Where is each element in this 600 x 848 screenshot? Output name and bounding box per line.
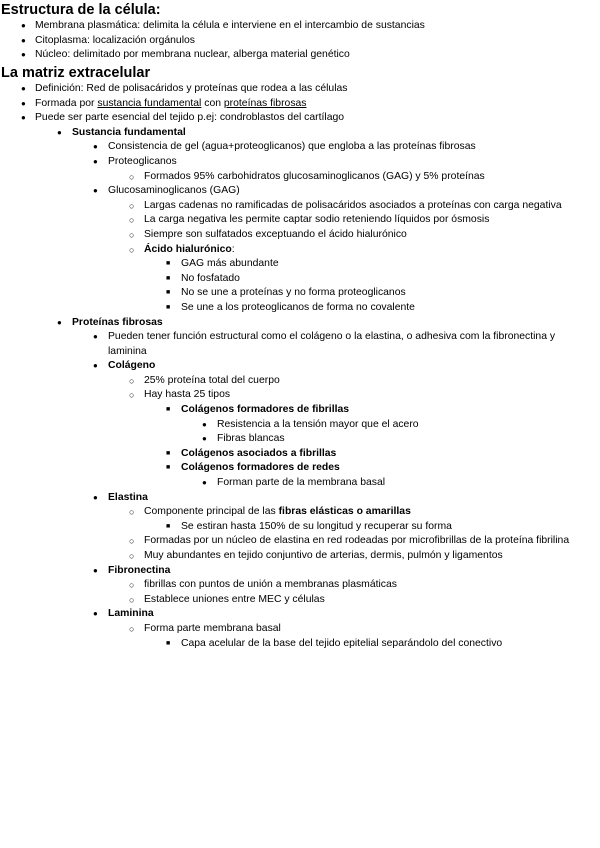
- list-item: ○ Formados 95% carbohidratos glucosaminoglicanos (GAG) y 5% proteínas: [144, 170, 600, 185]
- matrix-section: [0, 64, 600, 651]
- pf-list: [0, 316, 600, 331]
- proteo-sublist: [0, 170, 600, 185]
- list-item: ● Puede ser parte esencial del tejido p.ej: condroblastos del cartílago: [35, 111, 600, 126]
- list-item: [181, 461, 600, 476]
- list-item: ■ Se estiran hasta 150% de su longitud y recuperar su forma: [181, 520, 600, 535]
- link-proteinas-fibrosas[interactable]: proteínas fibrosas: [223, 97, 307, 109]
- list-item: [181, 403, 600, 418]
- laminin-list: [0, 607, 600, 622]
- matrix-list: [0, 82, 600, 126]
- list-item: [35, 97, 600, 112]
- fibril-title: Colágenos formadores de fibrillas: [181, 404, 350, 416]
- text-fragment: :: [231, 243, 235, 255]
- list-item: ○ 25% proteína total del cuerpo: [144, 374, 600, 389]
- laminin-heading: [108, 607, 600, 622]
- cell-structure-section: [0, 1, 600, 63]
- elastin-list: [0, 491, 600, 506]
- sf-title: Sustancia fundamental: [72, 126, 186, 138]
- cell-structure-heading: Estructura de la célula:: [1, 2, 161, 18]
- list-item: ○ Largas cadenas no ramificadas de polisacáridos asociados a proteínas con carga negativa: [144, 199, 600, 214]
- list-item: ● Glucosaminoglicanos (GAG): [108, 184, 600, 199]
- list-item: ● Proteoglicanos: [108, 155, 600, 170]
- elastin-sublist: [0, 505, 600, 520]
- list-item: ○ fibrillas con puntos de unión a membranas plasmáticas: [144, 578, 600, 593]
- fibronectin-list: [0, 564, 600, 579]
- list-item: ● Pueden tener función estructural como el colágeno o la elastina, o adhesiva com la fibronectina y laminina: [108, 330, 593, 359]
- list-item: ● Forman parte de la membrana basal: [217, 476, 600, 491]
- list-item: [144, 243, 600, 258]
- sf-sublist: [0, 140, 600, 169]
- elastic-fibers-bold: fibras elásticas o amarillas: [278, 506, 411, 518]
- pf-heading: [72, 316, 600, 331]
- list-item: ○ La carga negativa les permite captar sodio reteniendo líquidos por ósmosis: [144, 213, 600, 228]
- elastin-heading: [108, 491, 600, 506]
- sf-list: [0, 126, 600, 141]
- laminin-title: Laminina: [108, 608, 154, 620]
- text-fragment: Componente principal de las: [144, 506, 279, 518]
- elastin-sublist-2: [0, 534, 600, 563]
- list-item: ○ Forma parte membrana basal: [144, 622, 600, 637]
- collagen-types-list: [0, 403, 600, 418]
- ah-sublist: [0, 257, 600, 315]
- list-item: ● Fibras blancas: [217, 432, 600, 447]
- ah-title: Ácido hialurónico: [144, 243, 232, 255]
- collagen-types-list-2: [0, 447, 600, 476]
- list-item: ● Resistencia a la tensión mayor que el acero: [217, 418, 600, 433]
- text-fragment: Formada por: [35, 97, 98, 109]
- list-item: ■ GAG más abundante: [181, 257, 600, 272]
- fibronectin-sublist: [0, 578, 600, 607]
- list-item: ○ Formadas por un núcleo de elastina en red rodeadas por microfibrillas de la proteína fibrilina: [144, 534, 600, 549]
- list-item: ● Membrana plasmática: delimita la célula e interviene en el intercambio de sustancias: [35, 19, 600, 34]
- text-fragment: con: [201, 97, 224, 109]
- sf-heading: [72, 126, 600, 141]
- fibril-sublist: [0, 418, 600, 447]
- matrix-heading: La matriz extracelular: [1, 65, 151, 81]
- laminin-sub-sublist: [0, 637, 600, 652]
- fibronectin-title: Fibronectina: [108, 564, 171, 576]
- list-item: ● Definición: Red de polisacáridos y proteínas que rodea a las células: [35, 82, 600, 97]
- elastin-title: Elastina: [108, 491, 148, 503]
- elastin-stretch-list: [0, 520, 600, 535]
- list-item: [181, 447, 600, 462]
- list-item: ● Núcleo: delimitado por membrana nuclear, alberga material genético: [35, 48, 600, 63]
- collagen-sublist: [0, 374, 600, 403]
- net-sublist: [0, 476, 600, 491]
- cell-structure-list: [0, 19, 600, 63]
- collagen-heading: [108, 359, 600, 374]
- list-item: ○ Establece uniones entre MEC y células: [144, 593, 600, 608]
- list-item: ■ No se une a proteínas y no forma proteoglicanos: [181, 286, 600, 301]
- gag-list: [0, 184, 600, 199]
- list-item: ■ Capa acelular de la base del tejido epitelial separándolo del conectivo: [181, 637, 600, 652]
- list-item: ○ Hay hasta 25 tipos: [144, 388, 600, 403]
- pf-title: Proteínas fibrosas: [72, 316, 163, 328]
- gag-sublist: [0, 199, 600, 257]
- collagen-title: Colágeno: [108, 360, 156, 372]
- list-item: ○ Siempre son sulfatados exceptuando el ácido hialurónico: [144, 228, 600, 243]
- list-item: ■ No fosfatado: [181, 272, 600, 287]
- link-sustancia-fundamental[interactable]: sustancia fundamental: [97, 97, 202, 109]
- list-item: ■ Se une a los proteoglicanos de forma no covalente: [181, 301, 600, 316]
- pf-sublist: [0, 330, 600, 374]
- fibronectin-heading: [108, 564, 600, 579]
- list-item: [144, 505, 600, 520]
- list-item: ● Consistencia de gel (agua+proteoglicanos) que engloba a las proteínas fibrosas: [108, 140, 600, 155]
- list-item: ● Citoplasma: localización orgánulos: [35, 34, 600, 49]
- laminin-sublist: [0, 622, 600, 637]
- net-title: Colágenos formadores de redes: [181, 462, 340, 474]
- list-item: ○ Muy abundantes en tejido conjuntivo de arterias, dermis, pulmón y ligamentos: [144, 549, 600, 564]
- assoc-title: Colágenos asociados a fibrillas: [181, 447, 337, 459]
